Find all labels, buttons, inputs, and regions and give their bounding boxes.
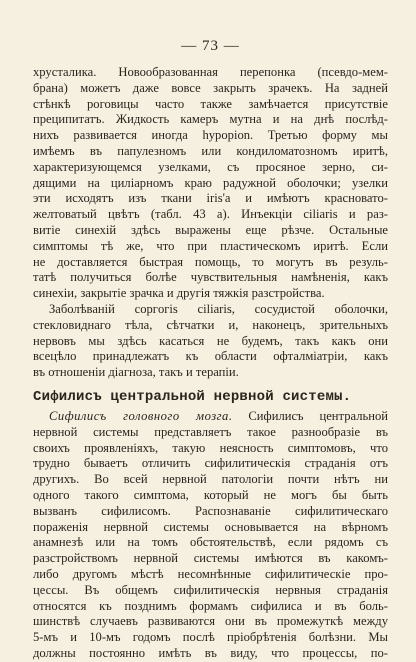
subsection-title: Сифилисъ головного мозга. [49, 408, 233, 423]
text-line: брана) можетъ даже вовсе закрыть зрачекъ. На задней [33, 80, 388, 95]
text-line: трудно бываетъ отличить сифилитическія страданія отъ [33, 456, 388, 471]
text-line: симптомы тѣ же, что при пластическомъ иритѣ. Если [33, 238, 388, 253]
text-line: другихъ. Во всей нервной патологіи почти нѣтъ ни [33, 472, 388, 487]
paragraph-brain-syphilis [33, 409, 388, 662]
text-line: витіе синехій здѣсь выражены еще рѣзче. Остальные [33, 222, 388, 237]
text-line: хрусталика. Новообразованная перепонка (псевдо-мем- [33, 65, 388, 79]
text-line: нервной системы представляетъ такое разнообразіе въ [33, 424, 388, 439]
first-line-text: Сифилисъ центральной [232, 408, 388, 423]
text-line: разстройствомъ нервной системы имѣются въ какомъ- [33, 551, 388, 566]
text-line: дящими на циліарномъ краю радужной оболочки; узелки [33, 175, 388, 190]
text-line: цессы. Въ общемъ сифилитическія нервныя страданія [33, 582, 388, 597]
text-line: Заболѣваній сoргoгis ciliaris, сосудистой оболочки, [49, 301, 388, 316]
text-line: имѣемъ въ папулезномъ или кондиломатозномъ иритѣ, [33, 143, 388, 158]
page-number: — 73 — [181, 38, 240, 54]
text-line: въ отношеніи діагноза, такъ и терапіи. [33, 365, 239, 380]
paragraph-iritis [33, 65, 388, 302]
text-line: нихъ развивается иногда һурорion. Третью форму мы [33, 128, 388, 143]
text-line: преципитатъ. Жидкость камеръ мутна и на днѣ послѣд- [33, 112, 388, 127]
paragraph-first-line [33, 409, 388, 425]
text-line: одного такого симптома, который не могъ бы быть [33, 487, 388, 502]
text-line: должны постоянно имѣть въ виду, что процессы, по- [33, 645, 388, 660]
text-line: относятся къ позднимъ формамъ сифилиса и въ боль- [33, 598, 388, 613]
text-line: эти исходятъ изъ ткани iris'а и имѣютъ красновато- [33, 191, 388, 206]
text-line: пораженія нервной системы основывается на вѣрномъ [33, 519, 388, 534]
text-line: характеризующемся узелками, съ просяное зерно, си- [33, 159, 388, 174]
text-line: стѣнкѣ роговицы часто также замѣчается присутствіе [33, 96, 388, 111]
text-line: своихъ проявленіяхъ, такую неясность симптомовъ, что [33, 440, 388, 455]
text-line: анамнезѣ или на томъ обстоятельствѣ, если рядомъ съ [33, 535, 388, 550]
text-line: синехіи, закрытіе зрачка и другія тяжкія разстройства. [33, 286, 325, 301]
text-line: не доставляется быстрая помощь, то могутъ въ резуль- [33, 254, 388, 269]
section-heading: Сифилисъ центральной нервной системы. [33, 388, 352, 405]
text-line: либо другомъ мѣстѣ несомнѣнные сифилитическіе про- [33, 566, 388, 581]
paragraph-choroid [33, 302, 388, 381]
text-line: вызванъ сифилисомъ. Распознаваніе сифилитическаго [33, 503, 388, 518]
text-line: всецѣло принадлежатъ къ области офталміатріи, какъ [33, 349, 388, 364]
text-line: стекловиднаго тѣла, сѣтчатки и, наконецъ, зрительныхъ [33, 317, 388, 332]
text-line: 5-мъ и 10-мъ годомъ послѣ пріобрѣтенія болѣзни. Мы [33, 630, 388, 645]
text-line: нервовъ мы здѣсь касаться не будемъ, такъ какъ они [33, 333, 388, 348]
text-line: желтоватый цвѣтъ (табл. 43 а). Инъекціи ciliaris и раз- [33, 207, 388, 222]
text-line: шинствѣ случаевъ развиваются они въ промежуткѣ между [33, 614, 388, 629]
text-line: татѣ получиться болѣе чувствительныя намѣненія, какъ [33, 270, 388, 285]
